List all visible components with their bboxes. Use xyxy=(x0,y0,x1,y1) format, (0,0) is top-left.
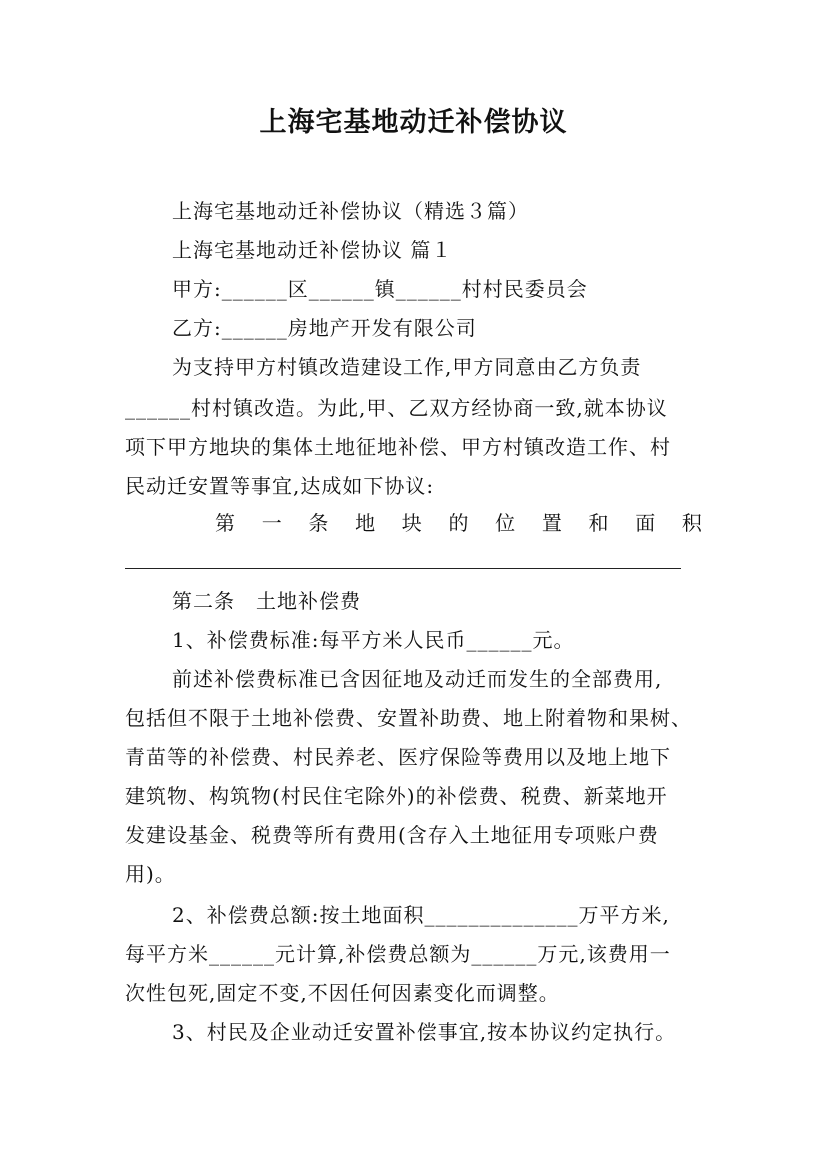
fill-in-rule xyxy=(125,568,681,569)
collection-subtitle: 上海宅基地动迁补偿协议（精选３篇） xyxy=(172,199,529,223)
article2-heading: 第二条 土地补偿费 xyxy=(172,589,361,613)
intro-line: 为支持甲方村镇改造建设工作,甲方同意由乙方负责 xyxy=(172,355,642,379)
article1-char: 位 xyxy=(495,511,516,535)
article1-char: 一 xyxy=(261,511,282,535)
paragraph-line: 前述补偿费标准已含因征地及动迁而发生的全部费用, xyxy=(172,667,663,691)
item-1: 1、补偿费标准:每平方米人民币______元。 xyxy=(172,628,575,652)
part-subtitle: 上海宅基地动迁补偿协议 篇１ xyxy=(172,238,453,262)
item-2-line: 每平方米______元计算,补偿费总额为______万元,该费用一 xyxy=(125,942,671,966)
paragraph-line: 用)。 xyxy=(125,862,176,886)
article1-char: 积 xyxy=(681,511,702,535)
intro-line: 项下甲方地块的集体土地征地补偿、甲方村镇改造工作、村 xyxy=(125,435,671,459)
article1-char: 面 xyxy=(635,511,656,535)
article1-char: 置 xyxy=(541,511,562,535)
party-a-line: 甲方:______区______镇______村村民委员会 xyxy=(172,277,588,301)
article1-char: 第 xyxy=(215,511,235,535)
intro-line: 民动迁安置等事宜,达成如下协议: xyxy=(125,474,435,498)
intro-line: ______村村镇改造。为此,甲、乙双方经协商一致,就本协议 xyxy=(125,396,668,420)
article1-char: 的 xyxy=(448,511,469,535)
document-title: 上海宅基地动迁补偿协议 xyxy=(259,107,568,138)
article1-char: 和 xyxy=(588,511,609,535)
item-3: 3、村民及企业动迁安置补偿事宜,按本协议约定执行。 xyxy=(172,1020,677,1044)
paragraph-line: 包括但不限于土地补偿费、安置补助费、地上附着物和果树、 xyxy=(125,706,692,730)
item-2-line: 2、补偿费总额:按土地面积______________万平方米, xyxy=(172,903,670,927)
article1-char: 条 xyxy=(308,511,329,535)
paragraph-line: 建筑物、构筑物(村民住宅除外)的补偿费、税费、新菜地开 xyxy=(125,784,668,808)
article1-heading xyxy=(215,510,702,536)
article1-char: 块 xyxy=(401,511,422,535)
party-b-line: 乙方:______房地产开发有限公司 xyxy=(172,316,477,340)
paragraph-line: 青苗等的补偿费、村民养老、医疗保险等费用以及地上地下 xyxy=(125,745,671,769)
paragraph-line: 发建设基金、税费等所有费用(含存入土地征用专项账户费 xyxy=(125,823,659,847)
item-2-line: 次性包死,固定不变,不因任何因素变化而调整。 xyxy=(125,981,560,1005)
article1-char: 地 xyxy=(355,511,376,535)
